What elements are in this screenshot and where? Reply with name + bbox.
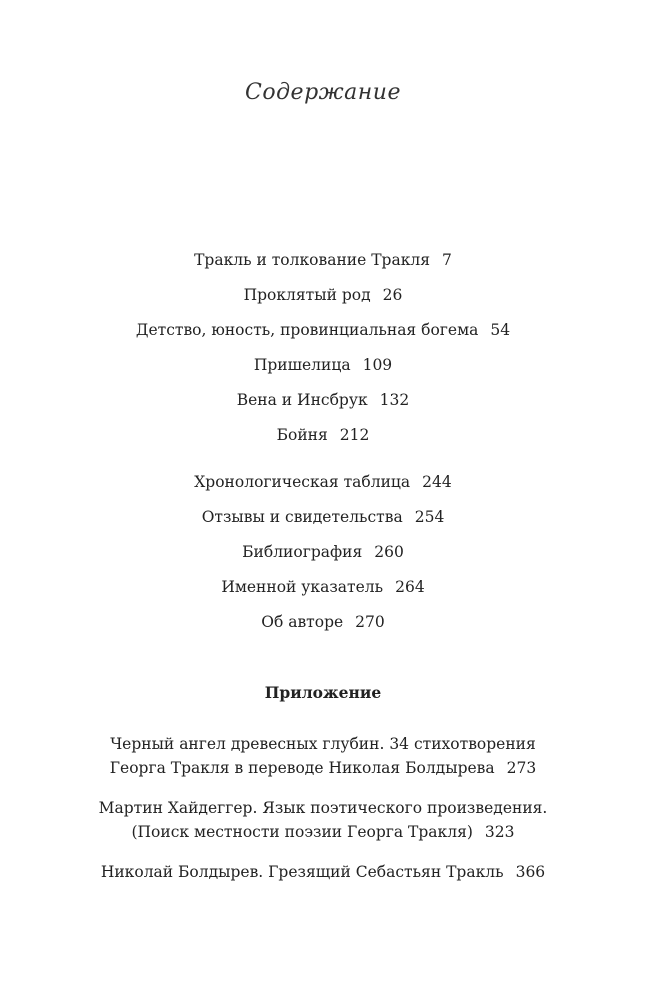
toc-entry-page: 323	[484, 823, 515, 841]
toc-entry-label: Вена и Инсбрук	[236, 391, 368, 409]
toc-entry-label-line-1: Черный ангел древесных глубин. 34 стихотворения	[110, 735, 536, 753]
toc-entry	[0, 320, 646, 355]
toc-appendix-list	[0, 732, 646, 900]
toc-entry	[0, 507, 646, 542]
toc-entry-label: Отзывы и свидетельства	[201, 508, 403, 526]
toc-entry	[0, 860, 646, 884]
toc-entry-page: 7	[442, 251, 452, 269]
toc-entry-label: Николай Болдырев. Грезящий Себастьян Тракль	[100, 863, 504, 881]
toc-entry-label-line-1	[0, 860, 646, 884]
toc-entry	[0, 577, 646, 612]
toc-entry	[0, 425, 646, 460]
toc-entry-page: 26	[382, 286, 403, 304]
toc-entry-label: Пришелица	[253, 356, 351, 374]
toc-entry-label: Проклятый род	[243, 286, 371, 304]
toc-entry-label: (Поиск местности поэзии Георга Тракля)	[131, 823, 473, 841]
toc-entry-page: 264	[395, 578, 425, 596]
page-title: Содержание	[245, 80, 401, 105]
toc-entry	[0, 390, 646, 425]
toc-entry	[0, 472, 646, 507]
toc-entry-page: 244	[422, 473, 452, 491]
toc-entry-page: 54	[490, 321, 511, 339]
toc-entry-page: 270	[355, 613, 385, 631]
toc-main-list	[0, 250, 646, 460]
toc-back-matter-list	[0, 472, 646, 647]
toc-entry-page: 132	[379, 391, 410, 409]
toc-entry-page: 366	[515, 863, 546, 881]
toc-entry-label: Георга Тракля в переводе Николая Болдырева	[109, 759, 495, 777]
toc-entry-label: Об авторе	[261, 613, 344, 631]
toc-entry-label: Библиография	[242, 543, 363, 561]
toc-entry-page: 260	[374, 543, 404, 561]
toc-entry	[0, 542, 646, 577]
toc-entry	[0, 612, 646, 647]
toc-entry-label: Тракль и толкование Тракля	[194, 251, 431, 269]
toc-entry-page: 273	[506, 759, 537, 777]
toc-entry	[0, 285, 646, 320]
toc-entry-label-line-2	[0, 820, 646, 844]
toc-entry-page: 254	[414, 508, 445, 526]
toc-entry	[0, 250, 646, 285]
toc-entry	[0, 355, 646, 390]
toc-entry-page: 109	[362, 356, 393, 374]
toc-entry-label: Хронологическая таблица	[194, 473, 411, 491]
toc-entry-label-line-2	[0, 756, 646, 780]
toc-entry	[0, 796, 646, 844]
toc-entry-label: Детство, юность, провинциальная богема	[135, 321, 479, 339]
toc-entry-label-line-1: Мартин Хайдеггер. Язык поэтического произведения.	[98, 799, 548, 817]
appendix-heading: Приложение	[264, 683, 382, 702]
toc-entry-page: 212	[339, 426, 370, 444]
toc-entry	[0, 732, 646, 780]
toc-entry-label: Именной указатель	[221, 578, 384, 596]
toc-entry-label: Бойня	[276, 426, 328, 444]
